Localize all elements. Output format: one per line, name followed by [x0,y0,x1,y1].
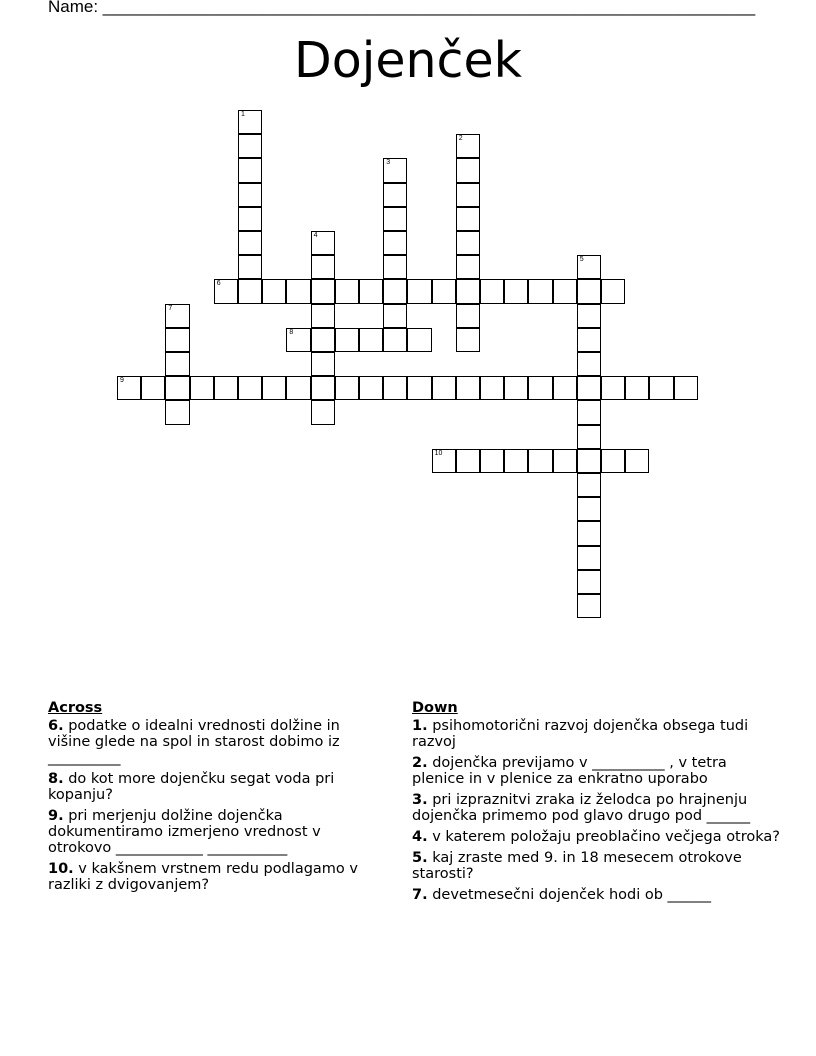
grid-cell[interactable] [577,570,601,594]
grid-cell[interactable] [577,521,601,545]
grid-cell[interactable] [577,473,601,497]
clue-across-6 [48,718,378,766]
grid-cell[interactable] [311,400,335,424]
grid-cell[interactable] [335,376,359,400]
grid-cell[interactable] [528,279,552,303]
grid-cell[interactable] [674,376,698,400]
clue-across-10 [48,861,378,893]
name-field[interactable]: Name: _____________________________________________________________________ [48,0,756,16]
grid-cell[interactable] [480,376,504,400]
grid-cell[interactable] [286,376,310,400]
clue-text: pri merjenju dolžine dojenčka dokumentiramo izmerjeno vrednost v otrokovo ____________ ___________ [48,808,321,856]
down-clues [412,700,782,908]
clue-number: 2. [412,755,428,771]
grid-cell[interactable] [286,328,310,352]
grid-cell[interactable] [528,449,552,473]
clue-number: 6. [48,718,64,734]
clue-number: 10. [48,861,74,877]
grid-cell[interactable] [359,376,383,400]
grid-cell[interactable] [238,134,262,158]
grid-cell[interactable] [214,376,238,400]
grid-cell[interactable] [383,255,407,279]
clue-down-2 [412,755,782,787]
clue-number-label: 5 [579,256,584,264]
clue-text: devetmesečni dojenček hodi ob ______ [432,887,712,903]
grid-cell[interactable] [577,376,601,400]
grid-cell[interactable] [577,594,601,618]
grid-cell[interactable] [407,376,431,400]
grid-cell[interactable] [262,376,286,400]
grid-cell[interactable] [625,376,649,400]
clue-number: 3. [412,792,428,808]
grid-cell[interactable] [553,449,577,473]
clue-down-5 [412,850,782,882]
grid-cell[interactable] [577,546,601,570]
grid-cell[interactable] [383,279,407,303]
grid-cell[interactable] [577,497,601,521]
grid-cell[interactable] [456,304,480,328]
grid-cell[interactable] [311,255,335,279]
grid-cell[interactable] [165,304,189,328]
across-heading: Across [48,700,103,716]
grid-cell[interactable] [577,255,601,279]
clue-down-3 [412,792,782,824]
grid-cell[interactable] [286,279,310,303]
grid-cell[interactable] [456,183,480,207]
grid-cell[interactable] [625,449,649,473]
clue-text: v kakšnem vrstnem redu podlagamo v razliki z dvigovanjem? [48,861,358,893]
grid-cell[interactable] [311,304,335,328]
grid-cell[interactable] [577,279,601,303]
grid-cell[interactable] [311,231,335,255]
grid-cell[interactable] [238,279,262,303]
grid-cell[interactable] [311,352,335,376]
grid-cell[interactable] [456,279,480,303]
clue-number: 9. [48,808,64,824]
grid-cell[interactable] [456,255,480,279]
clue-text: podatke o idealni vrednosti dolžine in višine glede na spol in starost dobimo iz __________ [48,718,340,766]
page-title: Dojenček [294,32,522,89]
grid-cell[interactable] [311,328,335,352]
clue-number-label: 2 [458,135,463,143]
clue-number-label: 3 [386,159,391,167]
grid-cell[interactable] [504,279,528,303]
grid-cell[interactable] [238,183,262,207]
grid-cell[interactable] [383,376,407,400]
grid-cell[interactable] [480,449,504,473]
grid-cell[interactable] [238,158,262,182]
clue-number: 1. [412,718,428,734]
clue-number: 8. [48,771,64,787]
grid-cell[interactable] [383,328,407,352]
grid-cell[interactable] [601,376,625,400]
grid-cell[interactable] [165,352,189,376]
grid-cell[interactable] [432,279,456,303]
clue-number-label: 10 [434,449,443,457]
clue-text: psihomotorični razvoj dojenčka obsega tudi razvoj [412,718,749,750]
grid-cell[interactable] [504,376,528,400]
clue-number: 4. [412,829,428,845]
clue-across-8 [48,771,378,803]
clue-text: pri izpraznitvi zraka iz želodca po hrajnenju dojenčka primemo pod glavo drugo pod ______ [412,792,751,824]
grid-cell[interactable] [456,376,480,400]
grid-cell[interactable] [456,207,480,231]
grid-cell[interactable] [456,158,480,182]
grid-cell[interactable] [335,328,359,352]
grid-cell[interactable] [649,376,673,400]
grid-cell[interactable] [214,279,238,303]
grid-cell[interactable] [262,279,286,303]
grid-cell[interactable] [165,400,189,424]
grid-cell[interactable] [383,183,407,207]
grid-cell[interactable] [165,376,189,400]
grid-cell[interactable] [383,158,407,182]
clue-number-label: 8 [289,328,294,336]
grid-cell[interactable] [383,231,407,255]
grid-cell[interactable] [238,207,262,231]
grid-cell[interactable] [238,255,262,279]
grid-cell[interactable] [601,279,625,303]
grid-cell[interactable] [238,376,262,400]
clue-number-label: 7 [168,304,173,312]
clue-text: do kot more dojenčku segat voda pri kopanju? [48,771,335,803]
grid-cell[interactable] [504,449,528,473]
grid-cell[interactable] [577,328,601,352]
clue-number-label: 9 [120,377,124,385]
across-clues [48,700,378,898]
grid-cell[interactable] [577,425,601,449]
grid-cell[interactable] [601,449,625,473]
grid-cell[interactable] [407,328,431,352]
grid-cell[interactable] [456,449,480,473]
grid-cell[interactable] [335,279,359,303]
clue-number-label: 6 [216,280,221,288]
grid-cell[interactable] [577,400,601,424]
clue-down-1 [412,718,782,750]
clue-number: 5. [412,850,428,866]
grid-cell[interactable] [190,376,214,400]
grid-cell[interactable] [311,376,335,400]
grid-cell[interactable] [577,352,601,376]
grid-cell[interactable] [432,376,456,400]
grid-cell[interactable] [480,279,504,303]
down-heading: Down [412,700,458,716]
clue-text: kaj zraste med 9. in 18 mesecem otrokove starosti? [412,850,742,882]
grid-cell[interactable] [359,279,383,303]
clue-text: v katerem položaju preoblačino večjega otroka? [432,829,780,845]
clue-across-9 [48,808,378,856]
grid-cell[interactable] [311,279,335,303]
grid-cell[interactable] [407,279,431,303]
grid-cell[interactable] [141,376,165,400]
grid-cell[interactable] [577,304,601,328]
clue-down-7 [412,887,782,903]
clue-down-4 [412,829,782,845]
grid-cell[interactable] [117,376,141,400]
clue-number-label: 4 [313,232,318,239]
clue-text: dojenčka previjamo v __________ , v tetra plenice in v plenice za enkratno uporabo [412,755,727,787]
grid-cell[interactable] [383,304,407,328]
clue-number: 7. [412,887,428,903]
grid-cell[interactable] [165,328,189,352]
grid-cell[interactable] [456,134,480,158]
grid-cell[interactable] [553,376,577,400]
grid-cell[interactable] [359,328,383,352]
grid-cell[interactable] [383,207,407,231]
grid-cell[interactable] [553,279,577,303]
grid-cell[interactable] [456,231,480,255]
grid-cell[interactable] [528,376,552,400]
grid-cell[interactable] [432,449,456,473]
grid-cell[interactable] [577,449,601,473]
clue-number-label: 1 [241,111,245,118]
grid-cell[interactable] [238,231,262,255]
grid-cell[interactable] [238,110,262,134]
grid-cell[interactable] [456,328,480,352]
